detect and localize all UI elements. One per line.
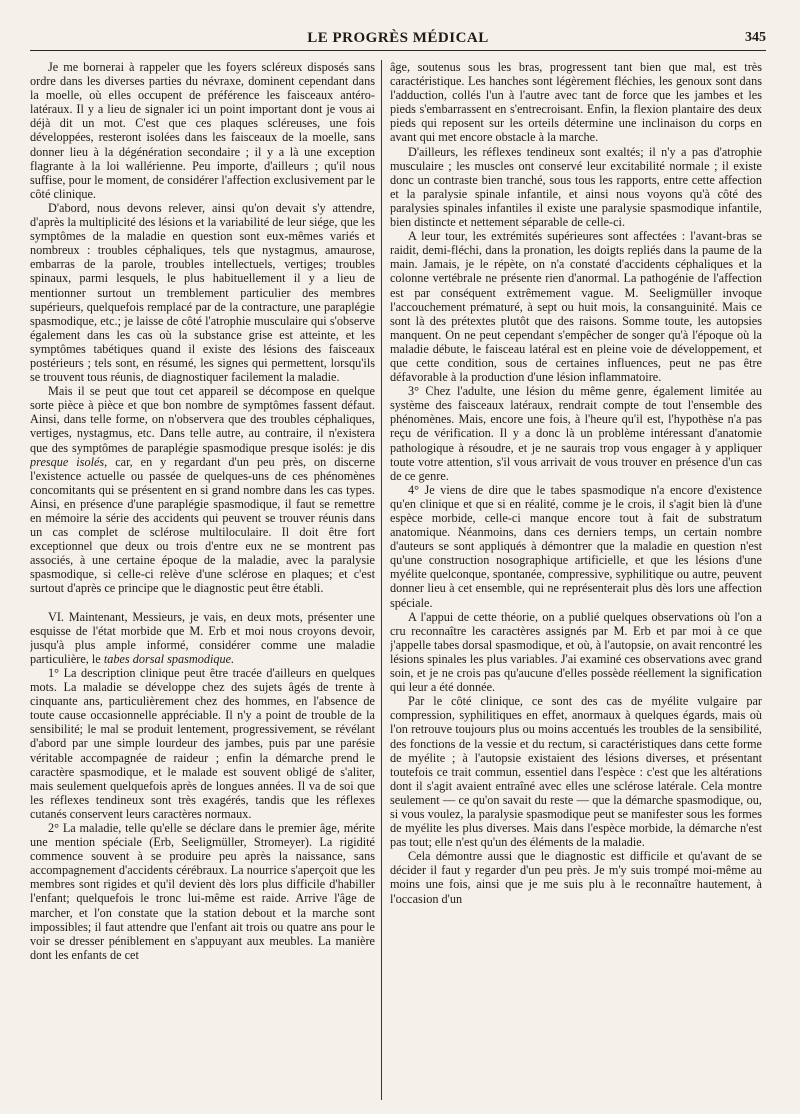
running-header [30, 28, 766, 51]
paragraph: A l'appui de cette théorie, on a publié quelques observations où l'on a cru reconnaître les caractères assignés par M. Erb et par moi à ce que j'appelle tabes dorsal spasmodique, et où, à l'autopsie, on avait rencontré les lésions spinales les plus variables. J'ai examiné ces observations avec grand soin, et je ne crois pas qu'aucune d'elles possède réellement la signification qui leur a été donnée. [390, 609, 762, 695]
paragraph: Cela démontre aussi que le diagnostic est difficile et qu'avant de se décider il faut y regarder d'un peu près. Je m'y suis trompé moi-même au moins une fois, ainsi que je me suis plu à le reconnaître hautement, à l'occasion d'un [390, 849, 762, 906]
paragraph: Je me bornerai à rappeler que les foyers scléreux disposés sans ordre dans les diverses parties du névraxe, dominent cependant dans la moelle, où elles occupent de préférence les faisceaux antéro-latéraux. Il y a lieu de signaler ici un point important dont je vous ai déjà dit un mot. C'est que ces plaques scléreuses, une fois développées, resteront isolées dans les faisceaux de la moelle, sans donner lieu à la dégénération secondaire ; il y a là une exception flagrante à la loi wallérienne. Peu importe, d'ailleurs ; qu'il nous suffise, pour le moment, de considérer l'affection exclusivement par le côté clinique. [30, 60, 375, 201]
paragraph: 1° La description clinique peut être tracée d'ailleurs en quelques mots. La maladie se développe chez des sujets âgés de trente à cinquante ans, particulièrement chez des hommes, en l'absence de toute cause occasionnelle appréciable. Il n'y a point de trouble de la sensibilité; le mal se produit lentement, progressivement, se révélant d'abord par une simple lourdeur des jambes, puis par une parésie véritable accompagnée de raideur ; enfin la démarche prend le caractère spasmodique, et le malade est souvent obligé de s'aliter, mais seulement quelquefois après de longues années. Il va de soi que les réflexes tendineux sont très exagérés, tandis que les réflexes cutanés conservent leurs caractères normaux. [30, 665, 375, 821]
paragraph: Par le côté clinique, ce sont des cas de myélite vulgaire par compression, syphilitiques en effet, anormaux à quelques égards, mais où l'on retrouve toujours plus ou moins accentués les troubles de la sensibilité, des fonctions de la vessie et du rectum, si caractéristiques dans cette forme de myélite ; à l'autopsie existaient des lésions diverses, et présentant toutefois ce trait commun, essentiel dans l'espèce : c'est que les altérations dont il s'agit avaient entraîné avec elles une sclérose latérale. Cela montre seulement — ce qu'on savait du reste — que la démarche spasmodique, ou, si vous voulez, la paralysie spasmodique peut se manifester sous les formes de myélite les plus diverses. Mais dans l'espèce morbide, la démarche n'est pas tout; elle n'est qu'un des éléments de la maladie. [390, 694, 762, 850]
paragraph: 3° Chez l'adulte, une lésion du même genre, également limitée au système des faisceaux latéraux, rendrait compte de tout l'ensemble des phénomènes. Mais, encore une fois, à l'heure qu'il est, l'hypothèse n'a pas reçu de vérification. Il y a donc là un problème intéressant d'anatomie pathologique à résoudre, et je ne saurais trop vous engager à y appliquer toute votre attention, s'il vous arrivait de vous trouver en présence d'un cas de ce genre. [390, 384, 762, 483]
column-divider [381, 60, 382, 1100]
paragraph: A leur tour, les extrémités supérieures sont affectées : l'avant-bras se raidit, demi-fléchi, dans la pronation, les doigts repliés dans la paume de la main. Jamais, je le répète, on n'a constaté d'accidents céphaliques et la colonne vertébrale ne présente rien d'anormal. La pathogénie de l'affection est par conséquent extrêmement vague. M. Seeligmüller invoque l'accouchement prématuré, à sept ou huit mois, la consanguinité. Mais ce sont là des prétextes plutôt que des raisons. Somme toute, les autopsies manquent. On ne peut cependant s'empêcher de songer qu'à l'époque où la maladie débute, le faisceau latéral est en pleine voie de développement, et que cette condition, sous de certaines influences, peut ne pas être défavorable à la production d'une lésion inflammatoire. [390, 229, 762, 385]
paragraph: 4° Je viens de dire que le tabes spasmodique n'a encore d'existence qu'en clinique et que si en réalité, comme je le crois, il s'agit bien là d'une espèce morbide, celle-ci manque encore tout à fait de substratum anatomique. Néanmoins, dans ces derniers temps, un certain nombre d'auteurs se sont appliqués à démontrer que la maladie en question n'est qu'une construction nosographique artificielle, et que les lésions d'une myélite quelconque, spontanée, compressive, syphilitique ou autre, peuvent donner lieu à cet ensemble, qui ne représenterait plus dès lors une affection spéciale. [390, 482, 762, 610]
paragraph [30, 384, 375, 595]
paragraph: D'ailleurs, les réflexes tendineux sont exaltés; il n'y a pas d'atrophie musculaire ; les muscles ont conservé leur excitabilité normale ; il existe donc un contraste bien tranché, sous tous les rapports, entre cette affection et la paralysie spinale infantile, et ainsi nous voyons qu'à côté des paralysies spinales infantiles il existe une paralysie spasmodique infantile, bien distincte et nettement séparable de celle-ci. [390, 144, 762, 230]
paragraph-text: VI. Maintenant, Messieurs, je vais, en deux mots, présenter une esquisse de l'état morbide que M. Erb et moi nous croyons devoir, jusqu'à plus ample informé, considérer comme une maladie particulière, le [30, 609, 375, 666]
right-column [390, 60, 762, 1100]
left-column [30, 60, 375, 1100]
page-number: 345 [745, 30, 766, 45]
journal-title: LE PROGRÈS MÉDICAL [307, 30, 489, 46]
section-paragraph [30, 610, 375, 666]
paragraph: âge, soutenus sous les bras, progressent tant bien que mal, est très caractéristique. Les hanches sont légèrement fléchies, les genoux sont dans l'adduction, collés l'un à l'autre avec tant de force que les jambes et les pieds s'embarrassent en s'entrecroisant. Enfin, la flexion plantaire des deux pieds qui reposent sur les orteils détermine une inclinaison du corps en avant qui met encore obstacle à la marche. [390, 60, 762, 145]
paragraph: 2° La maladie, telle qu'elle se déclare dans le premier âge, mérite une mention spéciale (Erb, Seeligmüller, Stromeyer). La rigidité commence souvent à se produire peu après la naissance, sans accompagnement d'accidents cérébraux. La nourrice s'aperçoit que les membres sont rigides et qu'il devient dès lors plus difficile d'habiller l'enfant; quelquefois le tronc lui-même est raide. Arrive l'âge de marcher, et l'on constate que la station debout et la marche sont impossibles; il faut attendre que l'enfant ait trois ou quatre ans pour le voir se dresser péniblement en s'appuyant aux meubles. La manière dont les enfants de cet [30, 820, 375, 962]
paragraph: D'abord, nous devons relever, ainsi qu'on devait s'y attendre, d'après la multiplicité des lésions et la variabilité de leur siége, que les symptômes de la maladie en question sont eux-mêmes variés et nombreux : troubles céphaliques, tels que nystagmus, amaurose, embarras de la parole, troubles intellectuels, vertiges; troubles spinaux, parmi lesquels, le plus habituellement il y a lieu de mentionner surtout un tremblement particulier des membres supérieurs, quelquefois remplacé par de la contracture, une paraplégie spasmodique, etc.; je laisse de côté l'atrophie musculaire qui s'observe également dans les cas où la substance grise est atteinte, et les symptômes tabétiques quand il existe des lésions des faisceaux postérieurs ; tels sont, en résumé, les signes qui permettent, lorsqu'ils se trouvent tous réunis, de diagnostiquer facilement la maladie. [30, 200, 375, 385]
italic-phrase: presque isolés, [30, 454, 108, 469]
paragraph-text: Mais il se peut que tout cet appareil se décompose en quelque sorte pièce à pièce et que bon nombre de symptômes fassent défaut. Ainsi, dans telle forme, on n'observera que des troubles céphaliques, vertiges, nystagmus, etc. Dans telle autre, au contraire, il n'existera que des symptômes de paraplégie spasmodique presque isolés: je dis [30, 384, 375, 455]
italic-term: tabes dorsal spasmodique. [103, 651, 235, 666]
paragraph-text: car, en y regardant d'un peu près, on discerne l'existence actuelle ou passée de quelques-uns de ces phénomènes concomitants qui se présentent en si grand nombre dans les cas types. Ainsi, en présence d'une paraplégie spasmodique, il faut se remettre en mémoire la série des accidents qui peuvent se trouver réunis dans un cas complet de sclérose multiloculaire. Il doit être fort exceptionnel que deux ou trois d'entre eux ne se montrent pas associés, à une certaine époque de la maladie, avec la paralysie spasmodique, si celle-ci relève d'une sclérose en plaques; et c'est surtout d'après ce principe que le diagnostic peut être établi. [30, 454, 375, 596]
